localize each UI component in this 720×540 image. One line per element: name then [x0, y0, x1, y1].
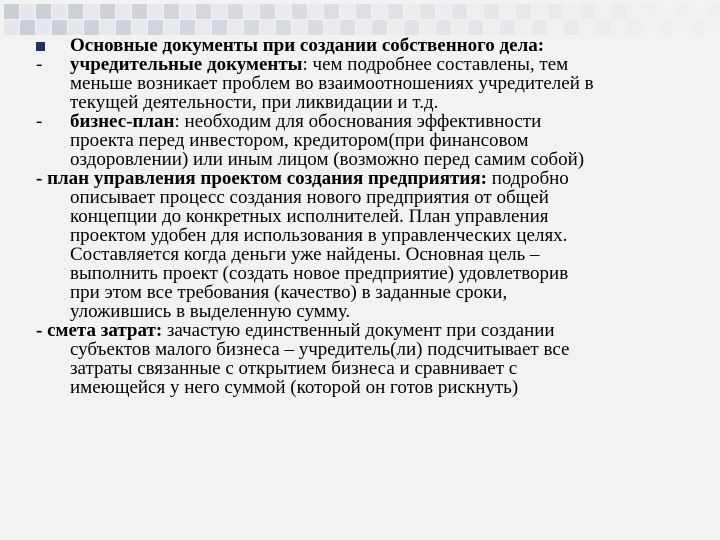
slide-content: [36, 36, 696, 397]
decorative-square: [228, 4, 243, 19]
heading-item: [36, 36, 696, 55]
decorative-square: [468, 20, 483, 35]
item-line: [70, 55, 696, 74]
item-line: [36, 169, 696, 188]
decorative-square: [292, 20, 307, 35]
decorative-square: [516, 4, 531, 19]
decorative-square: [100, 20, 115, 35]
decorative-square: [100, 4, 115, 19]
decorative-square: [228, 20, 243, 35]
decorative-square: [404, 4, 419, 19]
decorative-square: [676, 4, 691, 19]
decorative-square: [596, 20, 611, 35]
decorative-square: [20, 20, 35, 35]
slide-heading: Основные документы при создании собственного дела:: [70, 35, 545, 56]
decorative-square: [20, 4, 35, 19]
decorative-square: [436, 20, 451, 35]
decorative-square: [276, 4, 291, 19]
decorative-square: [276, 20, 291, 35]
item-line: меньше возникает проблем во взаимоотношениях учредителей в: [70, 73, 594, 94]
dash-marker: -: [36, 54, 43, 75]
item-text: зачастую единственный документ при создании: [162, 320, 555, 341]
decorative-square: [84, 4, 99, 19]
item-line: затраты связанные с открытием бизнеса и сравнивает с: [70, 358, 518, 379]
decorative-square: [516, 20, 531, 35]
item-line: уложившись в выделенную сумму.: [70, 301, 351, 322]
decorative-square: [660, 4, 675, 19]
item-line: [70, 112, 696, 131]
decorative-square: [116, 20, 131, 35]
decorative-square: [628, 20, 643, 35]
decorative-square: [52, 20, 67, 35]
decorative-square: [708, 20, 720, 35]
item-term: бизнес-план: [70, 111, 175, 132]
decorative-square: [84, 20, 99, 35]
list-item-cost-estimate: [36, 321, 696, 397]
decorative-square: [180, 4, 195, 19]
decorative-square: [340, 20, 355, 35]
decorative-square: [372, 20, 387, 35]
decorative-square: [164, 4, 179, 19]
item-line: текущей деятельности, при ликвидации и т.д.: [70, 92, 439, 113]
decorative-square: [324, 4, 339, 19]
decorative-square: [164, 20, 179, 35]
decorative-square: [68, 20, 83, 35]
list-item-business-plan: [36, 112, 696, 169]
item-term: - план управления проектом создания предприятия:: [36, 168, 487, 189]
decorative-square: [660, 20, 675, 35]
decorative-square: [676, 20, 691, 35]
decorative-square: [420, 4, 435, 19]
decorative-square: [500, 4, 515, 19]
item-line: описывает процесс создания нового предприятия от общей: [70, 187, 549, 208]
item-term: учредительные документы: [70, 54, 303, 75]
decorative-square: [340, 4, 355, 19]
decorative-square: [292, 4, 307, 19]
decorative-square: [324, 20, 339, 35]
decorative-square: [180, 20, 195, 35]
square-bullet-icon: [36, 36, 45, 55]
decorative-square: [52, 4, 67, 19]
decorative-square: [436, 4, 451, 19]
decorative-square: [468, 4, 483, 19]
decorative-square: [420, 20, 435, 35]
decorative-square: [244, 4, 259, 19]
item-line: оздоровлении) или иным лицом (возможно перед самим собой): [70, 149, 585, 170]
dash-marker: -: [36, 111, 43, 132]
decorative-square: [212, 4, 227, 19]
decorative-square: [4, 4, 19, 19]
item-term: - смета затрат:: [36, 320, 163, 341]
decorative-square: [564, 20, 579, 35]
item-line: выполнить проект (создать новое предприятие) удовлетворив: [70, 263, 569, 284]
decorative-square: [4, 20, 19, 35]
decorative-square: [532, 4, 547, 19]
decorative-square: [308, 4, 323, 19]
item-line: проектом удобен для использования в управленческих целях.: [70, 225, 568, 246]
decorative-square: [596, 4, 611, 19]
decorative-square: [260, 4, 275, 19]
decorative-square: [452, 20, 467, 35]
item-text: : необходим для обоснования эффективности: [174, 111, 542, 132]
decorative-square: [36, 20, 51, 35]
item-line: концепции до конкретных исполнителей. План управления: [70, 206, 549, 227]
decorative-square: [580, 20, 595, 35]
decorative-square: [196, 20, 211, 35]
decorative-square: [388, 20, 403, 35]
item-line: Составляется когда деньги уже найдены. Основная цель –: [70, 244, 540, 265]
decorative-square: [708, 4, 720, 19]
decorative-square: [388, 4, 403, 19]
item-line: проекта перед инвестором, кредитором(при финансовом: [70, 130, 529, 151]
decorative-square: [404, 20, 419, 35]
decorative-square: [628, 4, 643, 19]
decorative-square: [260, 20, 275, 35]
decorative-square: [244, 20, 259, 35]
decorative-square: [644, 20, 659, 35]
item-line: имеющейся у него суммой (которой он готов рискнуть): [70, 377, 519, 398]
decorative-square: [356, 20, 371, 35]
decorative-square: [452, 4, 467, 19]
decorative-square: [132, 20, 147, 35]
decorative-square: [372, 4, 387, 19]
decorative-square: [692, 4, 707, 19]
list-item-founding-documents: [36, 55, 696, 112]
decorative-square: [212, 20, 227, 35]
decorative-square: [148, 20, 163, 35]
decorative-square: [484, 20, 499, 35]
item-text: : чем подробнее составлены, тем: [302, 54, 569, 75]
decorative-square: [612, 20, 627, 35]
decorative-square: [548, 20, 563, 35]
decorative-square: [148, 4, 163, 19]
decorative-square: [644, 4, 659, 19]
decorative-square: [612, 4, 627, 19]
decorative-square: [692, 20, 707, 35]
item-line: при этом все требования (качество) в заданные сроки,: [70, 282, 508, 303]
item-text: подробно: [486, 168, 569, 189]
decorative-square: [116, 4, 131, 19]
decorative-square: [580, 4, 595, 19]
decorative-square: [356, 4, 371, 19]
decorative-square: [308, 20, 323, 35]
decorative-square: [532, 20, 547, 35]
decorative-square: [564, 4, 579, 19]
decorative-square: [68, 4, 83, 19]
list-item-project-plan: [36, 169, 696, 321]
decorative-square: [484, 4, 499, 19]
decorative-square: [548, 4, 563, 19]
item-line: [36, 321, 696, 340]
decorative-square: [196, 4, 211, 19]
decorative-square: [36, 4, 51, 19]
decorative-square: [132, 4, 147, 19]
item-line: субъектов малого бизнеса – учредитель(ли) подсчитывает все: [70, 339, 570, 360]
decorative-square: [500, 20, 515, 35]
